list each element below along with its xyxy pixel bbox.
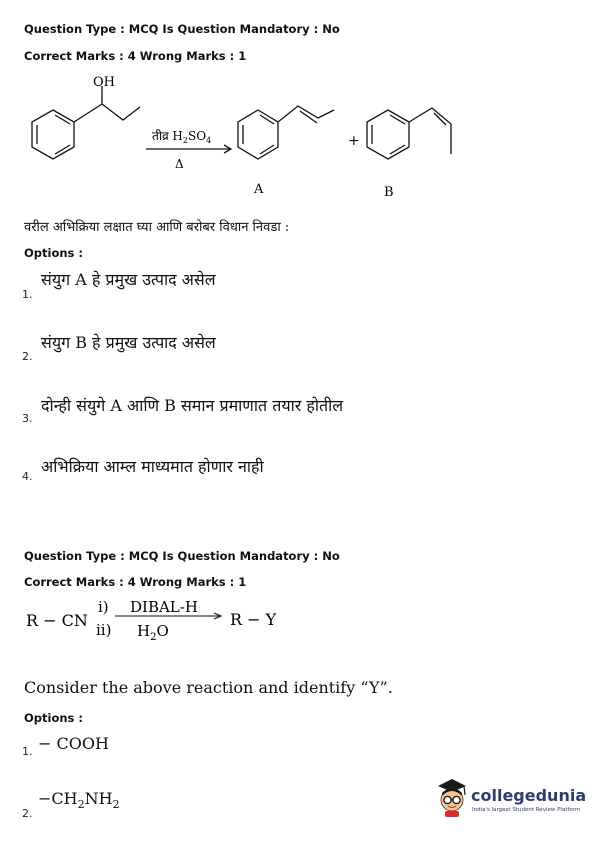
q2-option-1-number: 1. xyxy=(22,745,33,758)
q1-marks: Correct Marks : 4 Wrong Marks : 1 xyxy=(24,49,247,63)
product-b-benzene-ring xyxy=(367,110,409,159)
q1-option-2-number: 2. xyxy=(22,350,33,363)
logo-name: collegedunia xyxy=(471,786,587,805)
reagent-2: $H_2O$ xyxy=(137,622,169,643)
product: R − Y xyxy=(230,610,277,629)
step-2-label: ii) xyxy=(96,621,112,639)
reagent-1: DIBAL-H xyxy=(130,598,198,616)
oh-label: OH xyxy=(93,75,115,90)
q2-prompt: Consider the above reaction and identify “Y”. xyxy=(24,678,393,697)
q1-option-1-number: 1. xyxy=(22,288,33,301)
q1-option-2[interactable]: संयुग B हे प्रमुख उत्पाद असेल xyxy=(41,333,216,352)
q1-question-type: Question Type : MCQ Is Question Mandatory : No xyxy=(24,22,340,36)
q1-option-4-number: 4. xyxy=(22,470,33,483)
q2-question-type: Question Type : MCQ Is Question Mandatory : No xyxy=(24,549,340,563)
plus-sign: + xyxy=(348,133,360,149)
label-b: B xyxy=(384,185,394,200)
q1-options-label: Options : xyxy=(24,246,83,260)
q2-option-2-number: 2. xyxy=(22,807,33,820)
q1-prompt: वरील अभिक्रिया लक्षात घ्या आणि बरोबर विधान निवडा : xyxy=(24,220,290,235)
collegedunia-logo xyxy=(434,776,587,822)
product-a-benzene-ring xyxy=(238,110,278,159)
reactant: R − CN xyxy=(26,611,88,630)
q2-options-label: Options : xyxy=(24,711,83,725)
reactant-benzene-ring xyxy=(32,110,74,159)
reagent-label: तीव्र $H_2SO_4$ xyxy=(152,129,212,145)
heat-symbol: Δ xyxy=(175,157,184,171)
q2-marks: Correct Marks : 4 Wrong Marks : 1 xyxy=(24,575,247,589)
logo-tagline: India's largest Student Review Platform xyxy=(472,807,581,813)
label-a: A xyxy=(254,182,264,197)
q2-option-1[interactable]: − COOH xyxy=(38,734,109,753)
q1-option-3-number: 3. xyxy=(22,412,33,425)
q2-option-2[interactable]: $-CH_2NH_2$ xyxy=(38,789,120,812)
q2-reaction xyxy=(0,595,320,645)
q1-reaction-scheme xyxy=(0,62,595,202)
q1-option-4[interactable]: अभिक्रिया आम्ल माध्यमात होणार नाही xyxy=(41,457,264,476)
mascot-icon xyxy=(434,776,470,818)
step-1-label: i) xyxy=(98,598,109,616)
q1-option-1[interactable]: संयुग A हे प्रमुख उत्पाद असेल xyxy=(41,270,216,289)
q1-option-3[interactable]: दोन्ही संयुगे A आणि B समान प्रमाणात तयार होतील xyxy=(41,396,344,415)
